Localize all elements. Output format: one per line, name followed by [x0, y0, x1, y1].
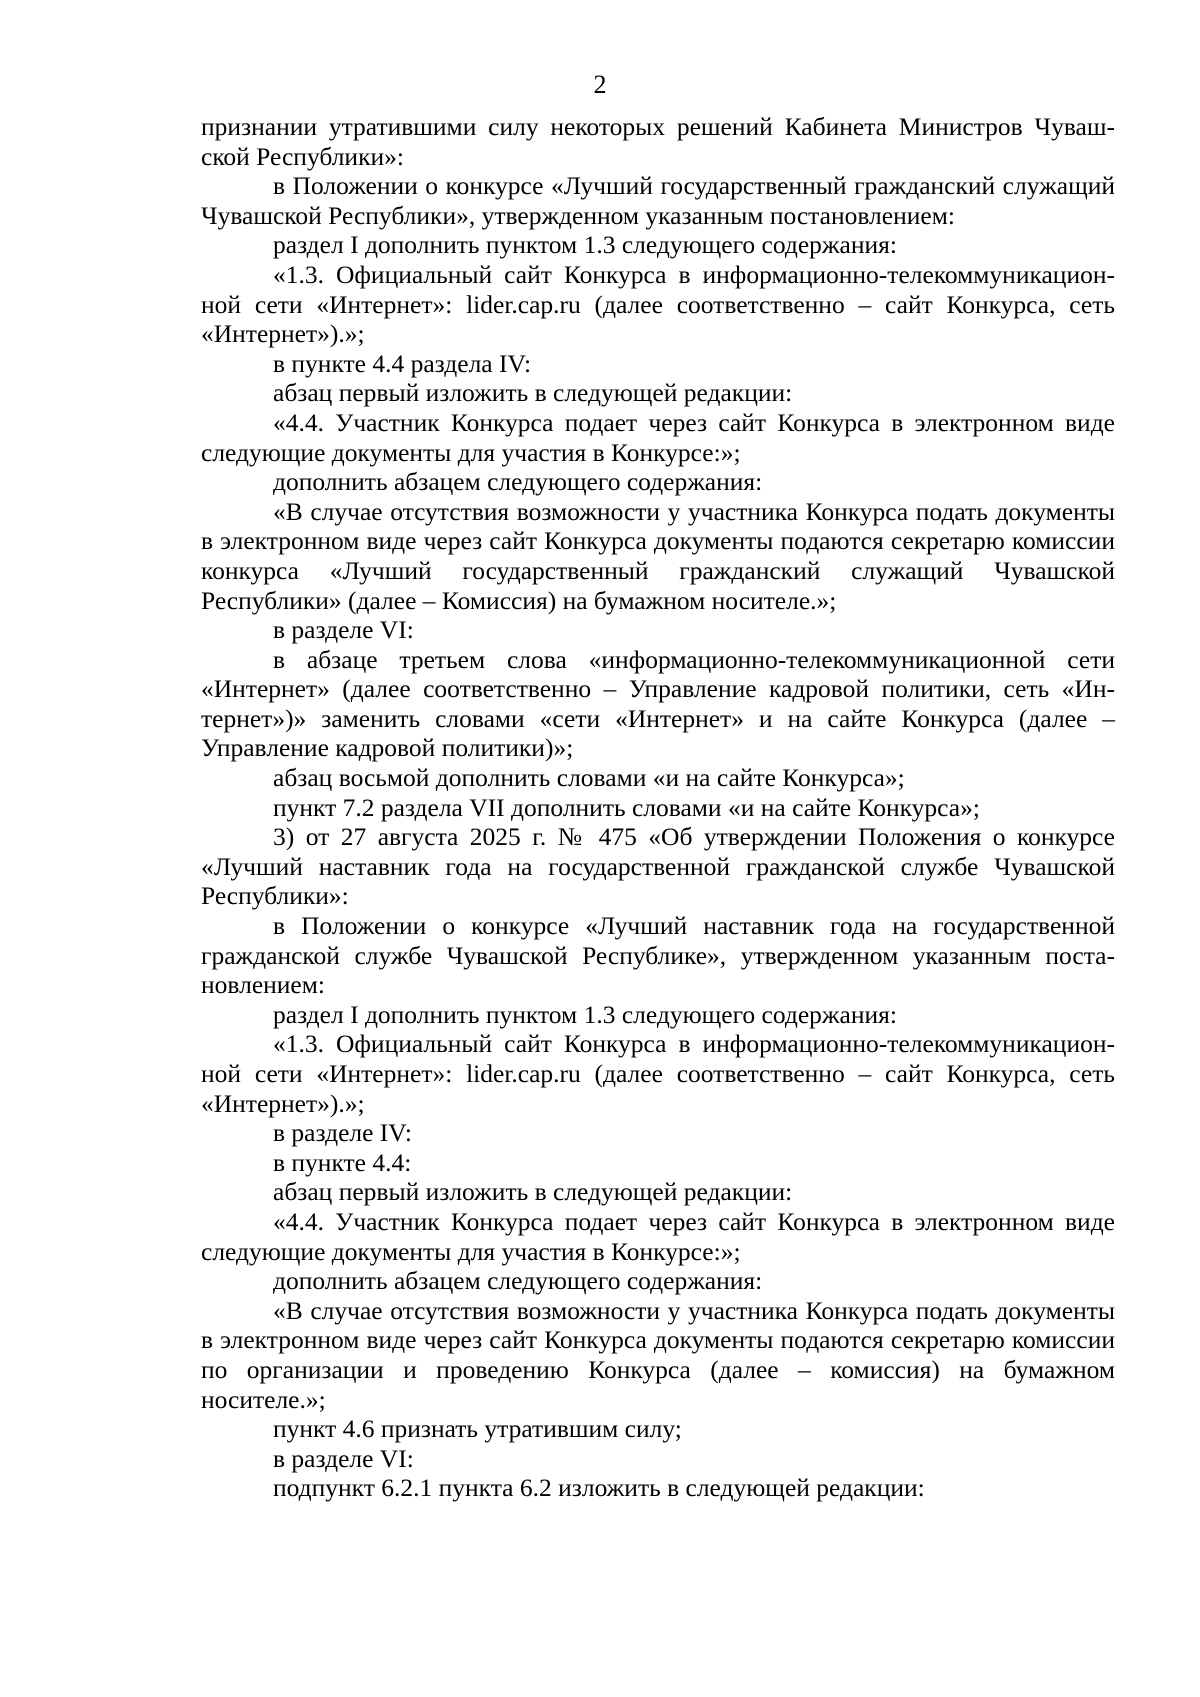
page-number: 2 — [593, 70, 607, 99]
paragraph: признании утратившими силу некоторых решений Кабинета Министров Чувашской Республики»: — [201, 112, 1115, 171]
paragraph: дополнить абзацем следующего содержания: — [273, 1266, 763, 1296]
paragraph: раздел I дополнить пунктом 1.3 следующего содержания: — [273, 999, 897, 1029]
paragraph: в разделе IV: — [273, 1118, 412, 1148]
paragraph: «1.3. Официальный сайт Конкурса в информационно-телекоммуникационной сети «Интернет»: lider.cap.ru (далее соответственно – сайт Конкурса, сеть «Интернет»).»; — [201, 1029, 1115, 1118]
paragraph: абзац первый изложить в следующей редакции: — [273, 1177, 793, 1207]
paragraph: в разделе VI: — [273, 1443, 414, 1473]
paragraph: «В случае отсутствия возможности у участника Конкурса подать документы в электронном виде через сайт Конкурса документы подаются секретарю комиссии конкурса «Лучший государственный гражданский служащий Чувашской Республики» (далее – Комиссия) на бумажном носителе.»; — [201, 496, 1115, 615]
document-body — [201, 112, 1115, 1503]
paragraph: «В случае отсутствия возможности у участника Конкурса подать документы в электронном виде через сайт Конкурса документы подаются секретарю комиссии по организации и проведению Конкурса (далее – комиссия) на бумажном носителе.»; — [201, 1295, 1115, 1414]
paragraph: «1.3. Официальный сайт Конкурса в информационно-телекоммуникационной сети «Интернет»: lider.cap.ru (далее соответственно – сайт Конкурса, сеть «Интернет»).»; — [201, 259, 1115, 349]
paragraph: «4.4. Участник Конкурса подает через сайт Конкурса в электронном виде следующие документы для участия в Конкурсе:»; — [201, 1206, 1115, 1266]
paragraph: «4.4. Участник Конкурса подает через сайт Конкурса в электронном виде следующие документы для участия в Конкурсе:»; — [201, 407, 1115, 467]
paragraph: абзац первый изложить в следующей редакции: — [273, 378, 793, 408]
paragraph: пункт 4.6 признать утратившим силу; — [273, 1414, 682, 1444]
paragraph: в абзаце третьем слова «информационно-телекоммуникационной сети «Интернет» (далее соответственно – Управление кадровой политики, сеть «Интернет»)» заменить словами «сети «Интернет» и на сайте Конкурса (далее – Управление кадровой политики)»; — [201, 644, 1115, 763]
paragraph: дополнить абзацем следующего содержания: — [273, 467, 763, 497]
paragraph: в пункте 4.4: — [273, 1147, 412, 1177]
paragraph: 3) от 27 августа 2025 г. № 475 «Об утверждении Положения о конкурсе «Лучший наставник года на государственной гражданской службе Чувашской Республики»: — [201, 822, 1115, 911]
paragraph: в Положении о конкурсе «Лучший наставник года на государственной гражданской службе Чувашской Республике», утвержденном указанным постановлением: — [201, 911, 1115, 1000]
paragraph: в разделе VI: — [273, 615, 414, 645]
paragraph: в пункте 4.4 раздела IV: — [273, 348, 532, 378]
paragraph: в Положении о конкурсе «Лучший государственный гражданский служащий Чувашской Республики», утвержденном указанным постановлением: — [201, 171, 1115, 230]
paragraph: абзац восьмой дополнить словами «и на сайте Конкурса»; — [273, 763, 905, 793]
paragraph: пункт 7.2 раздела VII дополнить словами «и на сайте Конкурса»; — [273, 792, 980, 822]
paragraph: раздел I дополнить пунктом 1.3 следующего содержания: — [273, 230, 897, 260]
paragraph: подпункт 6.2.1 пункта 6.2 изложить в следующей редакции: — [273, 1473, 925, 1503]
